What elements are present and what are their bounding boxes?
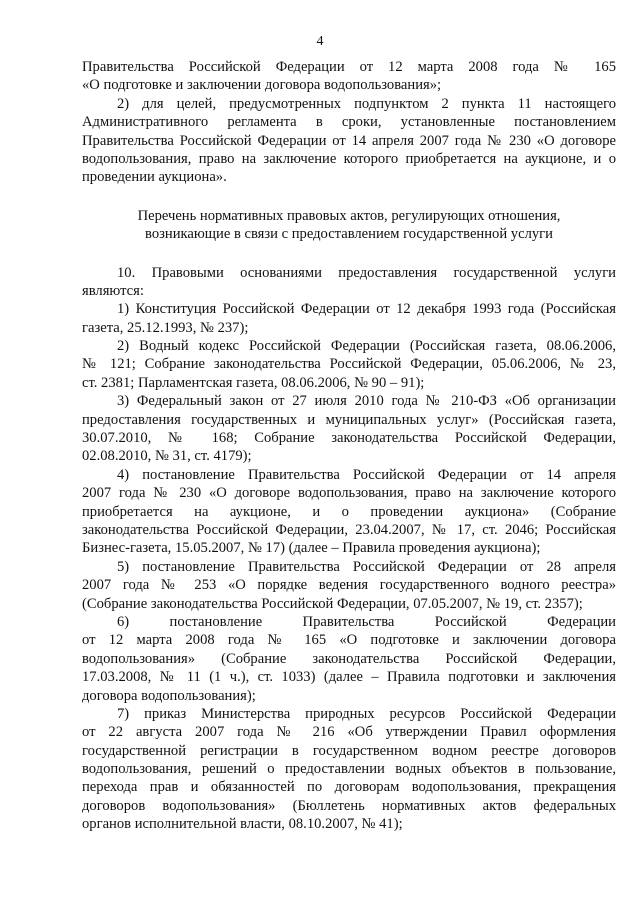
- text-line: приобретается на аукционе, и о проведении аукциона» (Собрание: [82, 503, 616, 520]
- section-heading-line: Перечень нормативных правовых актов, регулирующих отношения,: [137, 207, 561, 224]
- text-line: водопользования, решений о предоставлении водных объектов в пользование,: [82, 761, 616, 778]
- text-line: договора водопользования);: [82, 687, 256, 704]
- text-line: Правительства Российской Федерации от 14 апреля 2007 года № 230 «О договоре: [82, 132, 616, 149]
- text-line: от 22 августа 2007 года № 216 «Об утверждении Правил оформления: [82, 724, 616, 741]
- text-line: «О подготовке и заключении договора водопользования»;: [82, 77, 442, 94]
- page-number: 4: [316, 34, 324, 49]
- text-line: 2007 года № 253 «О порядке ведения государственного водного реестра»: [82, 577, 616, 594]
- text-line: 2) Водный кодекс Российской Федерации (Российская газета, 08.06.2006,: [117, 338, 616, 355]
- text-line: Бизнес-газета, 15.05.2007, № 17) (далее – Правила проведения аукциона);: [82, 540, 541, 557]
- text-line: законодательства Российской Федерации, 23.04.2007, № 17, ст. 2046; Российская: [82, 521, 616, 538]
- text-line: 6) постановление Правительства Российской Федерации: [117, 613, 616, 630]
- text-line: от 12 марта 2008 года № 165 «О подготовке и заключении договора: [82, 632, 616, 649]
- text-line: государственной регистрации в государственном водном реестре договоров: [82, 742, 616, 759]
- text-line: 30.07.2010, № 168; Собрание законодательства Российской Федерации,: [82, 430, 616, 447]
- text-line: газета, 25.12.1993, № 237);: [82, 319, 249, 336]
- paragraph-gap: [82, 187, 616, 207]
- text-line: 1) Конституция Российской Федерации от 12 декабря 1993 года (Российская: [117, 301, 616, 318]
- text-line: Правительства Российской Федерации от 12 марта 2008 года № 165: [82, 59, 616, 75]
- text-line: органов исполнительной власти, 08.10.2007, № 41);: [82, 816, 403, 833]
- text-line: водопользования» (Собрание законодательства Российской Федерации,: [82, 650, 616, 667]
- text-line: 17.03.2008, № 11 (1 ч.), ст. 1033) (далее – Правила подготовки и заключения: [82, 669, 616, 686]
- section-heading-line: возникающие в связи с предоставлением государственной услуги: [145, 226, 553, 243]
- text-line: ст. 2381; Парламентская газета, 08.06.2006, № 90 – 91);: [82, 374, 425, 391]
- text-line: 2) для целей, предусмотренных подпунктом 2 пункта 11 настоящего: [117, 95, 616, 112]
- text-line: предоставления государственных и муниципальных услуг» (Российская газета,: [82, 411, 616, 428]
- text-line: Административного регламента в сроки, установленные постановлением: [82, 114, 616, 131]
- text-line: 7) приказ Министерства природных ресурсов Российской Федерации: [117, 705, 616, 722]
- text-line: 10. Правовыми основаниями предоставления государственной услуги: [117, 264, 616, 281]
- text-line: являются:: [82, 282, 144, 299]
- text-line: перехода прав и обязанностей по договорам водопользования, прекращения: [82, 779, 616, 796]
- paragraph-gap: [82, 244, 616, 264]
- text-line: № 121; Собрание законодательства Российской Федерации, 05.06.2006, № 23,: [82, 356, 616, 373]
- text-line: 02.08.2010, № 31, ст. 4179);: [82, 448, 252, 465]
- text-line: 5) постановление Правительства Российской Федерации от 28 апреля: [117, 558, 616, 575]
- text-line: проведении аукциона».: [82, 169, 227, 186]
- text-line: (Собрание законодательства Российской Федерации, 07.05.2007, № 19, ст. 2357);: [82, 595, 583, 612]
- document-body: [82, 58, 616, 834]
- text-line: 4) постановление Правительства Российской Федерации от 14 апреля: [117, 466, 616, 483]
- text-line: 3) Федеральный закон от 27 июля 2010 года № 210-ФЗ «Об организации: [117, 393, 616, 410]
- text-line: 2007 года № 230 «О договоре водопользования, право на заключение которого: [82, 485, 616, 502]
- text-line: водопользования, право на заключение которого приобретается на аукционе, и о: [82, 150, 616, 167]
- text-line: договоров водопользования» (Бюллетень нормативных актов федеральных: [82, 797, 616, 814]
